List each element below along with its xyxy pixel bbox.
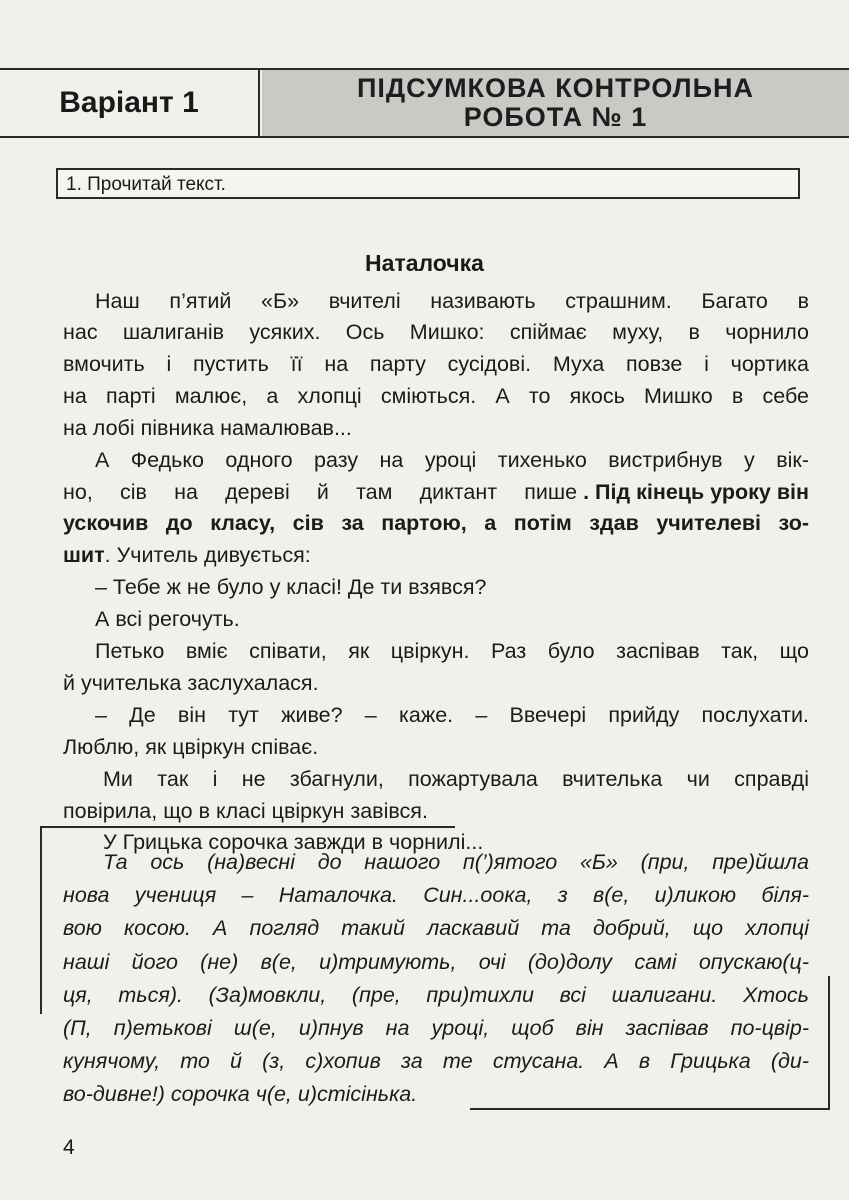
text-line <box>63 480 809 505</box>
page-title <box>262 70 849 136</box>
header-bar <box>0 68 849 138</box>
text-bold-segment: шит <box>63 543 105 567</box>
header-divider <box>258 70 260 136</box>
exercise-line: нова учениця – Наталочка. Син...оока, з в(е, и)ликою біля- <box>63 883 809 907</box>
page-title-line-2: РОБОТА № 1 <box>463 102 648 132</box>
text-line: Ми так і не збагнули, пожартувала вчителька чи справді <box>103 767 809 791</box>
frame-border-bottom <box>470 1108 830 1110</box>
task-text: 1. Прочитай текст. <box>66 174 226 195</box>
frame-border-right <box>828 976 830 1110</box>
text-segment: но, сів на дереві й там диктант пише <box>63 480 578 504</box>
text-line: на парті малює, а хлопці сміються. А то якось Мишко в себе <box>63 384 809 408</box>
text-line: на лобі півника намалював... <box>63 416 352 440</box>
exercise-line: наші його (не) в(е, и)тримують, очі (до)долу самі опускаю(ц- <box>63 950 809 974</box>
exercise-line: кунячому, то й (з, с)хопив за те стусана. А в Грицька (ди- <box>63 1049 809 1073</box>
text-line: У Грицька сорочка завжди в чорнилі... <box>103 830 484 854</box>
exercise-line: Та ось (на)весні до нашого п(’)ятого «Б» (при, пре)йшла <box>103 850 809 874</box>
text-line <box>63 543 311 568</box>
frame-border-top <box>40 826 455 828</box>
text-line: Петько вміє співати, як цвіркун. Раз було заспівав так, що <box>95 639 809 663</box>
exercise-line: во-дивне!) сорочка ч(е, и)стісінька. <box>63 1082 418 1106</box>
text-line: повірила, що в класі цвіркун завівся. <box>63 799 428 823</box>
exercise-line: (П, п)етькові ш(е, и)пнув на уроці, щоб він заспівав по-цвір- <box>63 1016 809 1040</box>
text-line: – Де він тут живе? – каже. – Ввечері прийду послухати. <box>95 703 809 727</box>
story-title: Наталочка <box>365 250 484 276</box>
text-line: й учителька заслухалася. <box>63 671 319 695</box>
variant-label: Варіант 1 <box>59 86 199 119</box>
text-line: А всі регочуть. <box>95 607 240 631</box>
text-bold-segment: . Під кінець уроку він <box>583 480 809 504</box>
text-line: А Федько одного разу на уроці тихенько вистрибнув у вік- <box>95 448 809 472</box>
text-line: – Тебе ж не було у класі! Де ти взявся? <box>95 575 487 599</box>
text-line: вмочить і пустить її на парту сусідові. Муха повзе і чортика <box>63 352 809 376</box>
text-segment: . Учитель дивується: <box>104 543 311 567</box>
page-number: 4 <box>63 1136 75 1159</box>
text-line: нас шалиганів усяких. Ось Мишко: спіймає муху, в чорнило <box>63 320 809 344</box>
text-line: Люблю, як цвіркун співає. <box>63 735 319 759</box>
text-bold-line: ускочив до класу, сів за партою, а потім здав учителеві зо- <box>63 511 809 535</box>
page-title-line-1: ПІДСУМКОВА КОНТРОЛЬНА <box>356 73 754 103</box>
exercise-line: вою косою. А погляд такий ласкавий та добрий, що хлопці <box>63 916 809 940</box>
frame-border-left <box>40 826 42 1014</box>
task-box <box>56 168 800 199</box>
text-line: Наш п’ятий «Б» вчителі називають страшним. Багато в <box>95 289 809 313</box>
exercise-line: ця, ться). (За)мовкли, (пре, при)тихли всі шалигани. Хтось <box>63 983 809 1007</box>
